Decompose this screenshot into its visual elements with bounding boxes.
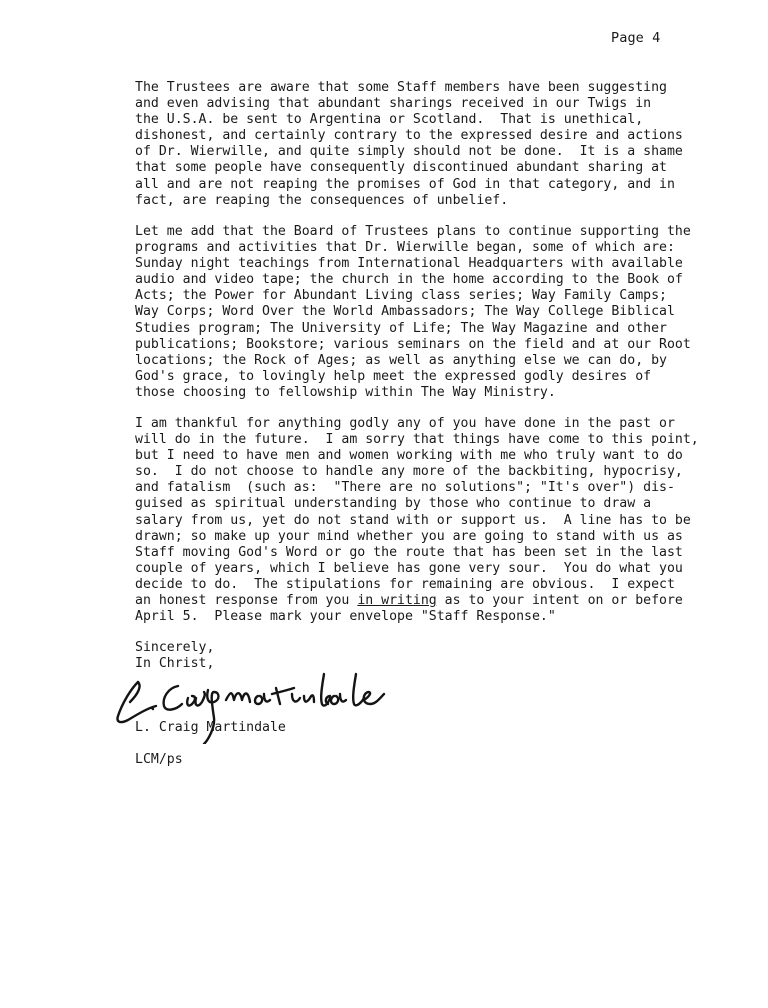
text-line: Staff moving God's Word or go the route that has been set in the last xyxy=(135,544,683,560)
text-line: Way Corps; Word Over the World Ambassadors; The Way College Biblical xyxy=(135,304,675,320)
text-line: drawn; so make up your mind whether you are going to stand with us as xyxy=(135,528,683,544)
text-line: programs and activities that Dr. Wierwille began, some of which are: xyxy=(135,240,675,256)
text-line: Studies program; The University of Life; The Way Magazine and other xyxy=(135,320,667,336)
text-line: the U.S.A. be sent to Argentina or Scotland. That is unethical, xyxy=(135,112,644,128)
page-number: Page 4 xyxy=(611,30,661,46)
text-line: of Dr. Wierwille, and quite simply should not be done. It is a shame xyxy=(135,144,683,160)
text-line: I am thankful for anything godly any of you have done in the past or xyxy=(135,416,675,431)
closing-sincerely: Sincerely, xyxy=(135,640,215,655)
closing-in-christ: In Christ, xyxy=(135,656,215,671)
signatory-name: L. Craig Martindale xyxy=(135,720,286,735)
text-line: those choosing to fellowship within The Way Ministry. xyxy=(135,384,556,400)
text-line: dishonest, and certainly contrary to the expressed desire and actions xyxy=(135,128,683,144)
underlined-phrase: in writing xyxy=(357,593,437,609)
text-line: all and are not reaping the promises of God in that category, and in xyxy=(135,176,675,192)
text-line: publications; Bookstore; various seminars on the field and at our Root xyxy=(135,336,691,352)
text-line: April 5. Please mark your envelope "Staff Response." xyxy=(135,609,556,625)
text-line: but I need to have men and women working with me who truly want to do xyxy=(135,448,683,464)
text-line-underlined xyxy=(135,593,699,609)
text-fragment: an honest response from you xyxy=(135,593,358,609)
text-line: decide to do. The stipulations for remaining are obvious. I expect xyxy=(135,576,675,592)
text-line: couple of years, which I believe has gone very sour. You do what you xyxy=(135,560,683,576)
text-line: audio and video tape; the church in the home according to the Book of xyxy=(135,272,683,288)
text-line: Sunday night teachings from International Headquarters with available xyxy=(135,256,683,272)
paragraph-2 xyxy=(135,224,691,401)
text-line: that some people have consequently discontinued abundant sharing at xyxy=(135,160,667,176)
text-line: Let me add that the Board of Trustees plans to continue supporting the xyxy=(135,224,691,239)
text-line: salary from us, yet do not stand with or support us. A line has to be xyxy=(135,512,691,528)
text-line: God's grace, to lovingly help meet the expressed godly desires of xyxy=(135,368,652,384)
paragraph-1 xyxy=(135,80,683,209)
text-line: and even advising that abundant sharings received in our Twigs in xyxy=(135,96,652,112)
typist-initials: LCM/ps xyxy=(135,752,183,767)
paragraph-3 xyxy=(135,416,699,625)
text-line: so. I do not choose to handle any more of the backbiting, hypocrisy, xyxy=(135,464,683,480)
text-line: The Trustees are aware that some Staff members have been suggesting xyxy=(135,80,667,95)
text-fragment: as to your intent on or before xyxy=(436,593,683,609)
text-line: will do in the future. I am sorry that things have come to this point, xyxy=(135,432,699,448)
text-line: Acts; the Power for Abundant Living class series; Way Family Camps; xyxy=(135,288,667,304)
text-line: locations; the Rock of Ages; as well as anything else we can do, by xyxy=(135,352,667,368)
text-line: and fatalism (such as: "There are no solutions"; "It's over") dis- xyxy=(135,480,675,496)
text-line: fact, are reaping the consequences of unbelief. xyxy=(135,192,509,208)
text-line: guised as spiritual understanding by those who continue to draw a xyxy=(135,496,652,512)
